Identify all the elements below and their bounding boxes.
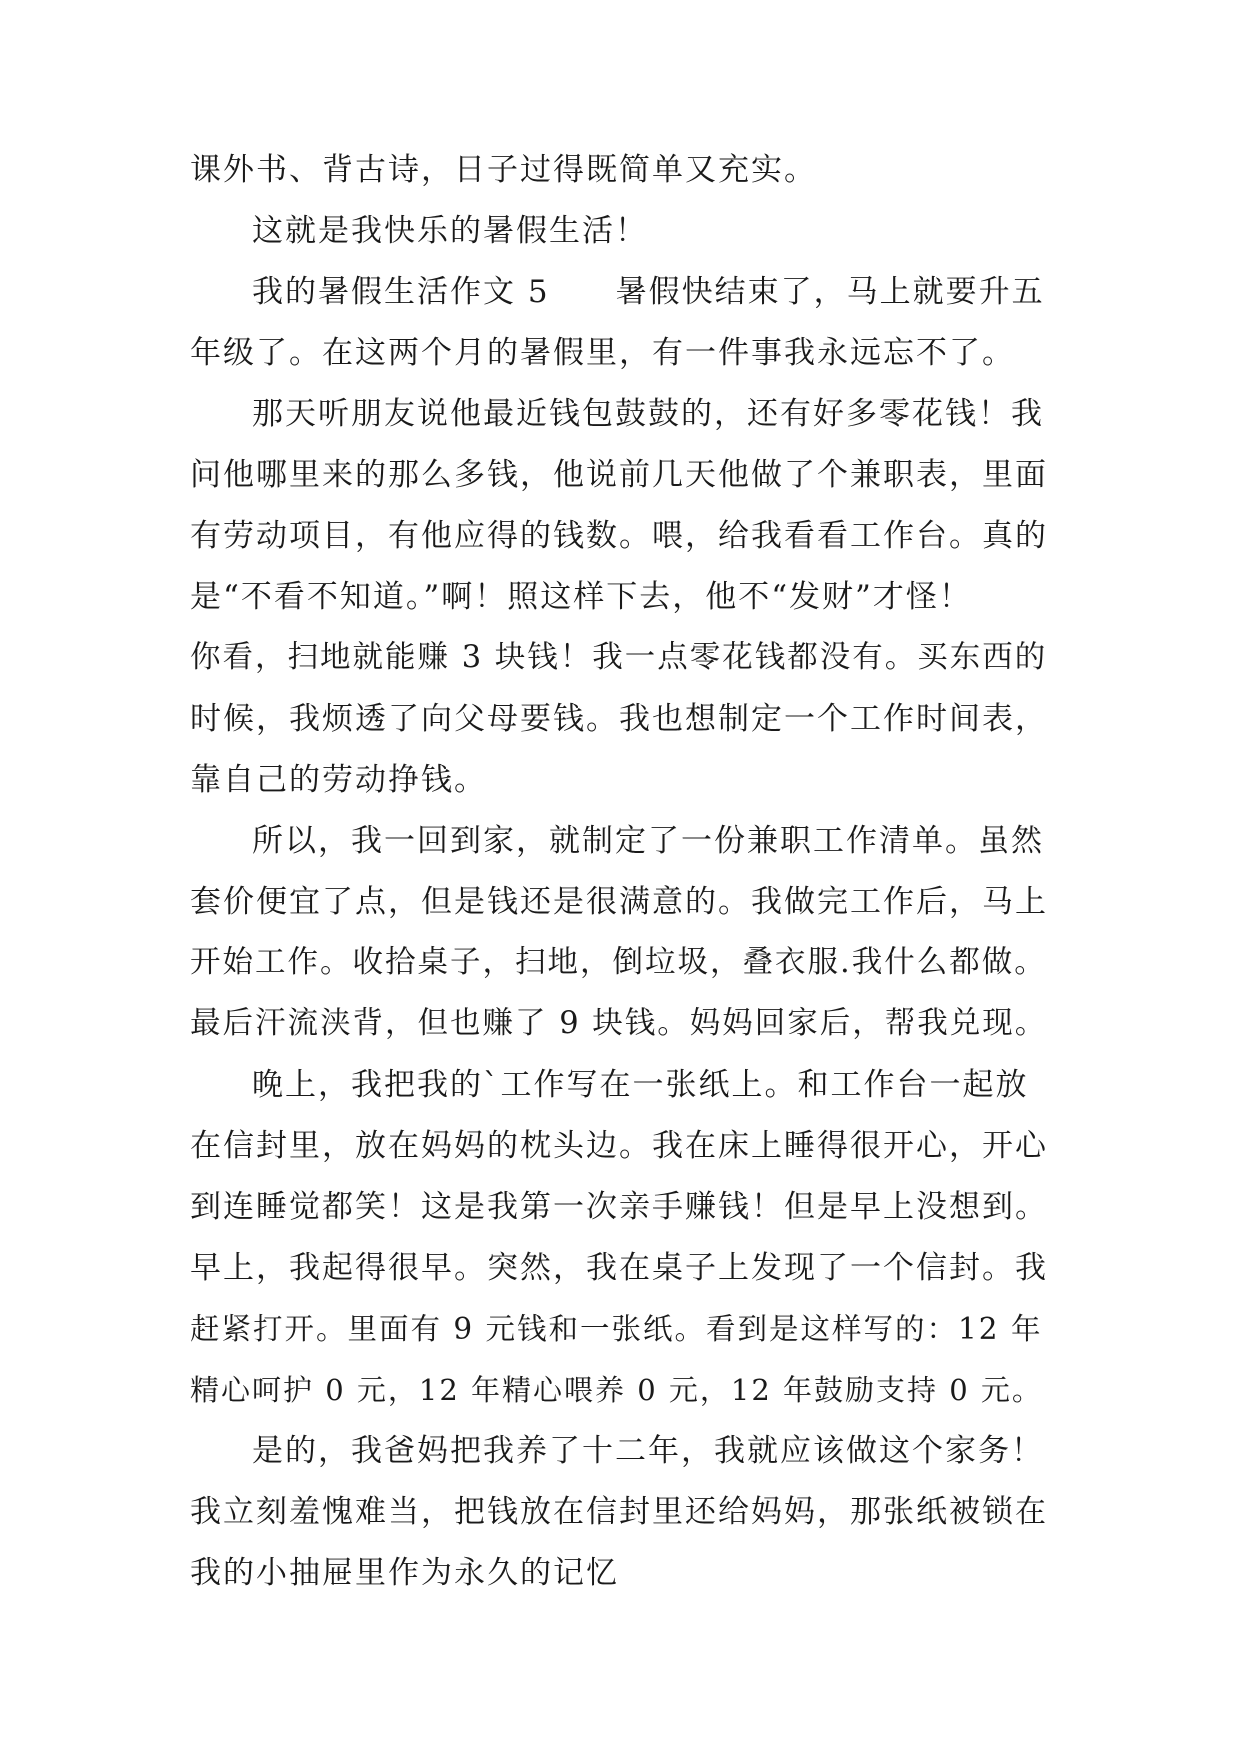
text-line: 我立刻羞愧难当，把钱放在信封里还给妈妈，那张纸被锁在 <box>190 1494 1048 1530</box>
text-line: 课外书、背古诗，日子过得既简单又充实。 <box>190 152 817 188</box>
text-line: 在信封里，放在妈妈的枕头边。我在床上睡得很开心，开心 <box>190 1128 1048 1164</box>
text-line: 那天听朋友说他最近钱包鼓鼓的，还有好多零花钱！我 <box>252 396 1044 432</box>
text-line: 时候，我烦透了向父母要钱。我也想制定一个工作时间表， <box>190 701 1048 737</box>
text-line: 是的，我爸妈把我养了十二年，我就应该做这个家务！ <box>252 1433 1044 1469</box>
text-line: 套价便宜了点，但是钱还是很满意的。我做完工作后，马上 <box>190 884 1048 920</box>
text-line: 到连睡觉都笑！这是我第一次亲手赚钱！但是早上没想到。 <box>190 1189 1048 1225</box>
text-line: 靠自己的劳动挣钱。 <box>190 762 487 798</box>
text-line: 我的暑假生活作文 5 暑假快结束了，马上就要升五 <box>252 274 1045 310</box>
text-line: 精心呵护 0 元，12 年精心喂养 0 元，12 年鼓励支持 0 元。 <box>190 1373 1043 1407</box>
text-line: 是“不看不知道。”啊！照这样下去，他不“发财”才怪！ <box>190 579 972 615</box>
text-line: 赶紧打开。里面有 9 元钱和一张纸。看到是这样写的：12 年 <box>190 1312 1043 1346</box>
text-line: 所以，我一回到家，就制定了一份兼职工作清单。虽然 <box>252 823 1044 859</box>
text-line: 问他哪里来的那么多钱，他说前几天他做了个兼职表，里面 <box>190 457 1048 493</box>
text-line: 晚上，我把我的`工作写在一张纸上。和工作台一起放 <box>252 1067 1029 1103</box>
text-line: 年级了。在这两个月的暑假里，有一件事我永远忘不了。 <box>190 335 1015 371</box>
text-line: 开始工作。收拾桌子，扫地，倒垃圾，叠衣服.我什么都做。 <box>190 945 1047 980</box>
text-line: 最后汗流浃背，但也赚了 9 块钱。妈妈回家后，帮我兑现。 <box>190 1006 1048 1041</box>
text-line: 你看，扫地就能赚 3 块钱！我一点零花钱都没有。买东西的 <box>190 640 1048 675</box>
text-line: 我的小抽屉里作为永久的记忆 <box>190 1555 619 1591</box>
text-line: 这就是我快乐的暑假生活！ <box>252 213 648 249</box>
text-line: 早上，我起得很早。突然，我在桌子上发现了一个信封。我 <box>190 1250 1048 1286</box>
text-line: 有劳动项目，有他应得的钱数。喂，给我看看工作台。真的 <box>190 518 1048 554</box>
